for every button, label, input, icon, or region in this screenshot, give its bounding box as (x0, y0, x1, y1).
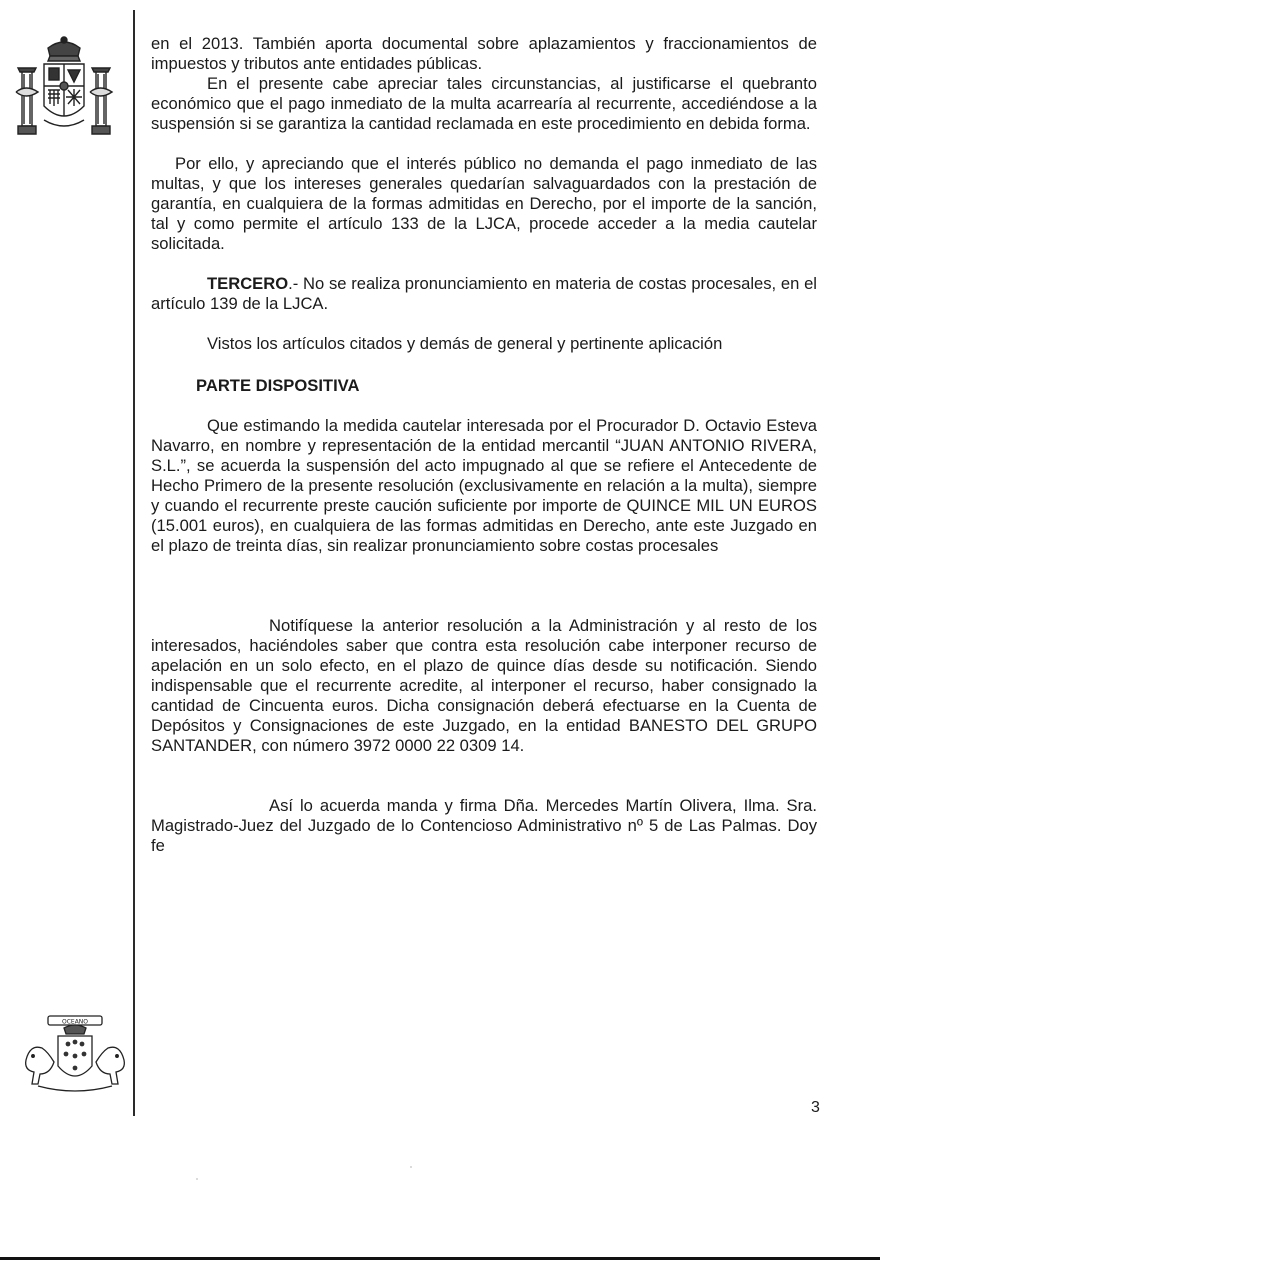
banner-text: OCEANO (61, 1018, 89, 1026)
paragraph-8: Así lo acuerda manda y firma Dña. Mercedes Martín Olivera, Ilma. Sra. Magistrado-Juez del Juzgado de lo Contencioso Administrativo nº 5 de Las Palmas. Doy fe (151, 796, 817, 855)
paragraph-5: Vistos los artículos citados y demás de general y pertinente aplicación (207, 334, 723, 353)
section-heading: PARTE DISPOSITIVA (196, 376, 360, 395)
paragraph-2: En el presente cabe apreciar tales circunstancias, al justificarse el quebranto económico que el pago inmediato de la multa acarrearía al recurrente, accediéndose a la suspensión si se garantiza la cantidad reclamada en este procedimiento en debida forma. (151, 74, 817, 133)
scan-speck (410, 1166, 412, 1168)
tercero-text: .- No se realiza pronunciamiento en materia de costas procesales, en el artículo 139 de la LJCA. (151, 274, 817, 313)
paragraph-7: Notifíquese la anterior resolución a la Administración y al resto de los interesados, haciéndoles saber que contra esta resolución cabe interponer recurso de apelación en un solo efecto, en el plazo de quince días desde su notificación. Siendo indispensable que el recurrente acredite, al interponer el recurso, haber consignado la cantidad de Cincuenta euros. Dicha consignación deberá efectuarse en la Cuenta de Depósitos y Consignaciones de este Juzgado, en la entidad BANESTO DEL GRUPO SANTANDER, con número 3972 0000 22 0309 14. (151, 616, 817, 755)
paragraph-4 (151, 274, 817, 314)
coat-of-arms-canarias-icon (20, 1014, 130, 1096)
paragraph-3: Por ello, y apreciando que el interés público no demanda el pago inmediato de las multas, y que los intereses generales quedarían salvaguardados con la prestación de garantía, en cualquiera de la formas admitidas en Derecho, por el importe de la sanción, tal y como permite el artículo 133 de la LJCA, procede acceder a la media cautelar solicitada. (151, 154, 817, 253)
margin-rule (133, 10, 135, 1116)
paragraph-6: Que estimando la medida cautelar interesada por el Procurador D. Octavio Esteva Navarro, en nombre y representación de la entidad mercantil “JUAN ANTONIO RIVERA, S.L.”, se acuerda la suspensión del acto impugnado al que se refiere el Antecedente de Hecho Primero de la presente resolución (exclusivamente en relación a la multa), siempre y cuando el recurrente preste caución suficiente por importe de QUINCE MIL UN EUROS (15.001 euros), en cualquiera de las formas admitidas en Derecho, ante este Juzgado en el plazo de treinta días, sin realizar pronunciamiento sobre costas procesales (151, 416, 817, 555)
page-number: 3 (811, 1099, 820, 1116)
scan-speck (196, 1178, 198, 1180)
paragraph-1: en el 2013. También aporta documental sobre aplazamientos y fraccionamientos de impuestos y tributos ante entidades públicas. (151, 34, 817, 73)
tercero-label: TERCERO (207, 274, 289, 293)
bottom-rule (0, 1257, 880, 1260)
coat-of-arms-spain-icon (8, 34, 120, 144)
